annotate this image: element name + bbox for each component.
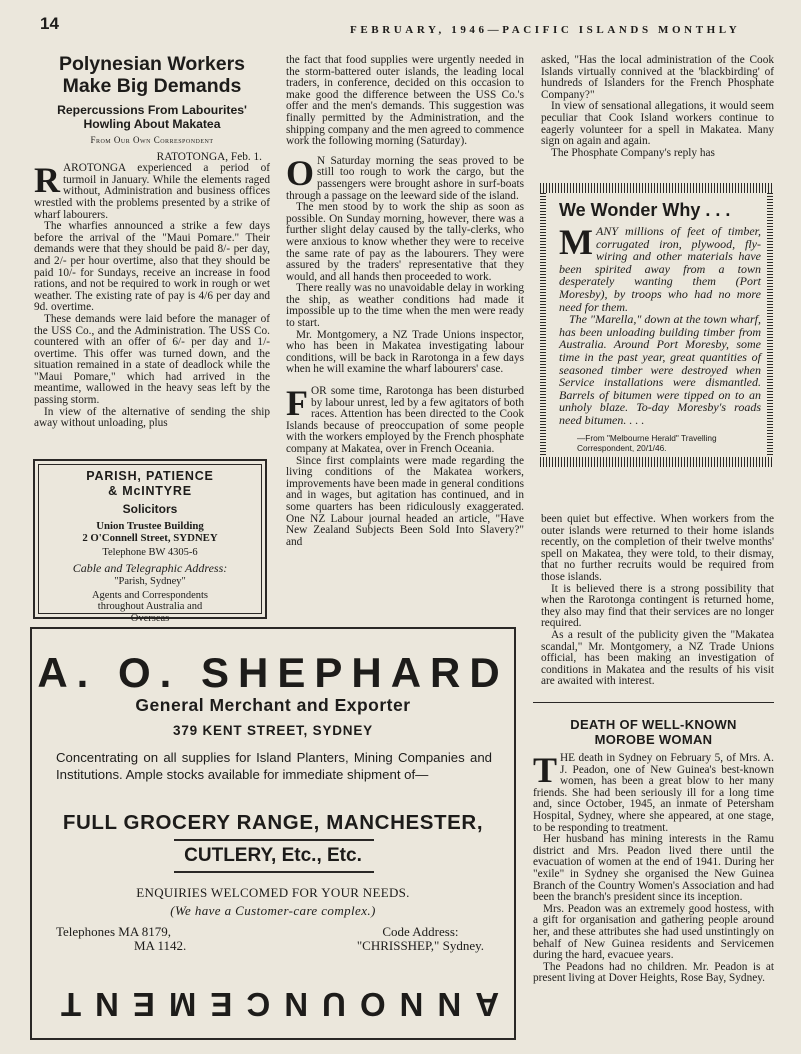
article-paragraph: As a result of the publicity given the "Makatea scandal," Mr. Montgomery, a NZ Trade Unions official, has been making an investigation of conditions in Makatea and the results of his visit are awaited with interest. xyxy=(541,628,774,688)
drop-cap: R xyxy=(34,160,60,201)
box-source-line1: —From "Melbourne Herald" Travelling xyxy=(577,432,717,443)
ad-telephones xyxy=(56,925,186,953)
article-death-morobe xyxy=(533,702,774,985)
ad-address-line2: 2 O'Connell Street, SYDNEY xyxy=(82,532,218,544)
article-paragraph: There really was no unavoidable delay in working the ship, as weather conditions had made it impossible up to the time when the men were ready to start. xyxy=(286,282,524,330)
box-source-line2: Correspondent, 20/1/46. xyxy=(577,442,667,453)
ad-agents-line3: Overseas xyxy=(130,612,170,624)
drop-cap: M xyxy=(559,222,593,262)
paragraph-text: HE death in Sydney on February 5, of Mrs. A. J. Peadon, one of New Guinea's best-known women, has been a great blow to her many friends. She had been seriously ill for a long time and, since October, 1945, an inmate of Petersham Hospital, Sydney, where she appeared, at one stage, to be responding to treatment. xyxy=(533,752,774,834)
box-paragraph xyxy=(559,222,761,314)
ad-firm-line2: & McINTYRE xyxy=(108,484,192,498)
article-paragraph: Mrs. Peadon was an extremely good hostess, with a gift for organisation and gathering people around her, and these attributes she had used unstintingly on behalf of New Guinea residents and Servicemen during the hard, evacuee years. xyxy=(533,902,774,962)
article-polynesian-col3-top xyxy=(541,55,774,159)
ad-address-line1: Union Trustee Building xyxy=(96,520,204,532)
article-paragraph: It is believed there is a strong possibility that when the Rarotonga contingent is returned home, they also may find that their services are no longer required. xyxy=(541,582,774,630)
box-paragraph: The "Marella," down at the town wharf, has been unloading building timber from Australia. Around Port Moresby, some time in the past year, great quantities of seasoned timber were destroyed when Service installations were dismantled. Barrels of bitumen were tipped on to an unholy blaze. To-day Moresby's roads need bitumen. . . . xyxy=(559,312,761,427)
running-header xyxy=(40,14,777,40)
box-source xyxy=(559,433,761,453)
article-subtitle-line1: Repercussions From Labourites' xyxy=(57,103,247,117)
lead-caps: AROTONGA xyxy=(63,162,126,175)
article-paragraph xyxy=(286,383,524,456)
article-paragraph: These demands were laid before the manager of the USS Co., and the Administration. The USS Co. countered with an offer of 6/- per day and 1/- overtime. This offer was turned down, and the situation remained in a state of deadlock while the "Maui Pomare," which had arrived in the meantime, wallowed in the heavy seas left by the passing storm. xyxy=(34,312,270,407)
article-paragraph xyxy=(533,750,774,834)
article-polynesian-col1 xyxy=(34,53,270,430)
article-paragraph: The men stood by to work the ship as soon as possible. On Sunday morning, however, there was a further slight delay caused by the tally-clerks, who were anxious to know whether they were to receive the same rate of pay as the labourers. They were assured by the traders' representative that they would, and all hands then proceeded to work. xyxy=(286,201,524,283)
article-paragraph: In view of sensational allegations, it would seem peculiar that Cook Island workers continue to eagerly volunteer for a spell in Makatea. Many sign on again and again. xyxy=(541,100,774,148)
article-byline: From Our Own Correspondent xyxy=(90,135,214,145)
ad-code-label: Code Address: xyxy=(382,924,459,939)
article-top-rule xyxy=(533,702,774,703)
ad-role: Solicitors xyxy=(122,502,178,516)
article-paragraph: The Phosphate Company's reply has xyxy=(551,146,715,159)
article-paragraph xyxy=(286,152,524,202)
box-border-top xyxy=(540,183,773,193)
paragraph-text: N Saturday morning the seas proved to be still too rough to work the cargo, but the passengers were brought ashore in surf-boats through a passage on the leeward side of the island. xyxy=(286,154,524,202)
ad-announcement-inverted: ANNOUNCEMENT xyxy=(46,986,500,1023)
article-paragraph: Her husband has mining interests in the Ramu district and Mrs. Peadon lived there until the evacuation of women at the end of 1941. During her "exile" in Sydney she organised the New Guinea Branch of the Country Women's Association and had been the branch's president since its inception. xyxy=(533,833,774,904)
article-paragraph: In view of the alternative of sending the ship away without unloading, plus xyxy=(34,405,270,430)
page-number: 14 xyxy=(40,14,59,33)
drop-cap: T xyxy=(533,750,558,790)
drop-cap: O xyxy=(286,152,315,193)
ad-firm-line1: PARISH, PATIENCE xyxy=(86,469,214,483)
paragraph-text: ANY millions of feet of timber, corrugated iron, plywood, fly-wiring and other materials have been spirited away from a town desperately wanting them (Port Moresby), by troops who had no more need for them. xyxy=(559,224,761,314)
article-dateline: RATOTONGA, Feb. 1. xyxy=(156,150,262,163)
ad-description: Concentrating on all supplies for Island Planters, Mining Companies and Institutions. Ample stocks available for immediate shipment of— xyxy=(56,750,492,782)
ad-agents-line2: throughout Australia and xyxy=(97,601,203,612)
ad-address: 379 KENT STREET, SYDNEY xyxy=(173,723,373,738)
ad-enquiries: ENQUIRIES WELCOMED FOR YOUR NEEDS. xyxy=(136,885,410,900)
ad-customer-care: (We have a Customer-care complex.) xyxy=(170,903,376,918)
running-title: FEBRUARY, 1946—PACIFIC ISLANDS MONTHLY xyxy=(350,24,741,36)
paragraph-text: experienced a period of turmoil in January. While the elements raged without, Administration and business offices wrestled with the problems presented by a strike of wharf labourers. xyxy=(34,162,270,221)
ad-divider xyxy=(174,839,374,841)
article-title-line2: Make Big Demands xyxy=(62,75,242,97)
ad-product-line2: CUTLERY, Etc., Etc. xyxy=(184,845,362,866)
article-paragraph: the fact that food supplies were urgently needed in the storm-battered outer islands, the leading local traders, in conference, decided on this occasion to make good the difference between the USS Co.'s offer and the men's demands. This suggestion was finally permitted by the Administration, and the shipping company and the men agreed to commence work the following morning (Saturday). xyxy=(286,54,524,148)
ad-telephone-line2: MA 1142. xyxy=(134,938,187,953)
box-border-bottom xyxy=(540,457,773,467)
shephard-announcement-ad xyxy=(30,627,516,1040)
article-paragraph: The wharfies announced a strike a few days before the arrival of the "Maui Pomare." Their demands were that they should be paid 8/- per day, and 2/- per hour overtime, also that they should be paid 10/- for Sundays, receive an increase in food rations, and not be required to work in rough or wet weather. The existing rate of pay is 4/6 per day and 9d. overtime. xyxy=(34,220,270,314)
ad-code-address xyxy=(357,925,484,953)
ad-divider xyxy=(174,871,374,873)
box-title: We Wonder Why . . . xyxy=(559,200,731,220)
article-paragraph: Mr. Montgomery, a NZ Trade Unions inspector, who has been in Makatea investigating labour conditions, will be back in Rarotonga in a few days when he will examine the wharf labourers' case. xyxy=(286,328,524,376)
drop-cap: F xyxy=(286,383,308,424)
article-title-line1: DEATH OF WELL-KNOWN xyxy=(570,717,737,732)
ad-telephone-line1: Telephones MA 8179, xyxy=(56,924,171,939)
parish-patience-ad xyxy=(33,459,267,624)
article-polynesian-col2 xyxy=(286,55,524,548)
ad-product-line1: FULL GROCERY RANGE, MANCHESTER, xyxy=(62,811,484,834)
ad-agents-line1: Agents and Correspondents xyxy=(91,589,209,601)
article-paragraph: The Peadons had no children. Mr. Peadon is at present living at Dover Heights, Rose Bay, Sydney. xyxy=(533,960,774,985)
ad-code-value: "CHRISSHEP," Sydney. xyxy=(356,938,484,953)
ad-company-name: A. O. SHEPHARD xyxy=(37,649,509,696)
article-title-line2: MOROBE WOMAN xyxy=(594,732,713,747)
we-wonder-why-box xyxy=(540,183,773,505)
article-paragraph: Since first complaints were made regarding the living conditions of the Makatea workers, improvements have been made in general conditions and in wages, but agitation has continued, and in some quarters has been ridiculously exaggerated. One NZ Labour journal headed an article, "Have New Zealand Subjects Been Sold Into Slavery?" and xyxy=(286,454,524,548)
ad-role: General Merchant and Exporter xyxy=(135,695,411,715)
ad-cable-value: "Parish, Sydney" xyxy=(114,576,186,587)
ad-cable-label: Cable and Telegraphic Address: xyxy=(72,561,228,575)
paragraph-text: OR some time, Rarotonga has been disturbed by labour unrest, led by a few agitators of both races. Attention has been directed to the Cook Islands because of preoccupation of some people with the workers employed by the French phosphate company at Makatea, over in French Oceania. xyxy=(286,385,524,455)
article-paragraph: asked, "Has the local administration of the Cook Islands virtually connived at the 'blackbirding' of hundreds of Islanders for the French Phosphate Company?" xyxy=(541,54,774,101)
ad-telephone: Telephone BW 4305-6 xyxy=(102,547,198,558)
article-paragraph: been quiet but effective. When workers from the outer islands were returned to their home islands recently, on the completion of their twelve months' spell on Makatea, they were told, to their dismay, that no further recruits would be required from those islands. xyxy=(541,513,774,583)
article-title-line1: Polynesian Workers xyxy=(58,53,246,75)
article-polynesian-col3-bottom xyxy=(541,514,774,688)
article-subtitle-line2: Howling About Makatea xyxy=(83,117,221,131)
article-paragraph xyxy=(34,160,270,221)
